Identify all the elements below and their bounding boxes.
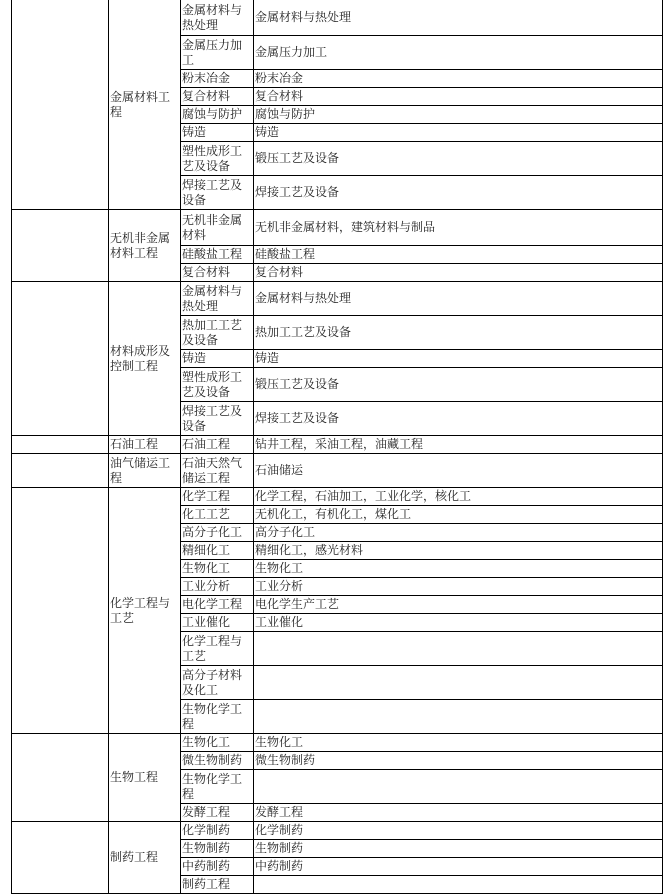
field-cell: 工业分析	[254, 578, 663, 596]
blank-cell	[12, 488, 109, 734]
major-cell: 焊接工艺及设备	[181, 176, 254, 210]
field-cell: 锻压工艺及设备	[254, 368, 663, 402]
major-cell: 化学制药	[181, 822, 254, 840]
major-cell: 热加工工艺及设备	[181, 316, 254, 350]
field-cell: 金属材料与热处理	[254, 282, 663, 316]
table-row	[12, 436, 663, 454]
field-cell	[254, 632, 663, 666]
major-catalog-table	[11, 0, 663, 894]
major-cell: 电化学工程	[181, 596, 254, 614]
field-cell: 复合材料	[254, 264, 663, 282]
field-cell: 化学工程，石油加工，工业化学，核化工	[254, 488, 663, 506]
major-cell: 化学工程与工艺	[181, 632, 254, 666]
discipline-cell: 材料成形及控制工程	[109, 282, 181, 436]
field-cell: 电化学生产工艺	[254, 596, 663, 614]
blank-cell	[12, 282, 109, 436]
table-row	[12, 454, 663, 488]
field-cell: 工业催化	[254, 614, 663, 632]
field-cell: 粉末冶金	[254, 70, 663, 88]
field-cell: 石油储运	[254, 454, 663, 488]
major-cell: 精细化工	[181, 542, 254, 560]
field-cell: 锻压工艺及设备	[254, 142, 663, 176]
major-cell: 粉末冶金	[181, 70, 254, 88]
major-cell: 石油天然气储运工程	[181, 454, 254, 488]
discipline-cell: 金属材料工程	[109, 0, 181, 210]
field-cell: 微生物制药	[254, 752, 663, 770]
field-cell: 化学制药	[254, 822, 663, 840]
major-cell: 无机非金属材料	[181, 210, 254, 246]
field-cell	[254, 876, 663, 894]
field-cell: 中药制药	[254, 858, 663, 876]
major-cell: 制药工程	[181, 876, 254, 894]
field-cell: 钻井工程，采油工程，油藏工程	[254, 436, 663, 454]
field-cell: 发酵工程	[254, 804, 663, 822]
table-row	[12, 210, 663, 246]
major-cell: 塑性成形工艺及设备	[181, 142, 254, 176]
discipline-cell: 无机非金属材料工程	[109, 210, 181, 282]
major-cell: 发酵工程	[181, 804, 254, 822]
major-cell: 复合材料	[181, 88, 254, 106]
blank-cell	[12, 210, 109, 282]
major-cell: 铸造	[181, 350, 254, 368]
major-cell: 化学工程	[181, 488, 254, 506]
field-cell	[254, 770, 663, 804]
major-cell: 塑性成形工艺及设备	[181, 368, 254, 402]
field-cell	[254, 700, 663, 734]
major-cell: 工业分析	[181, 578, 254, 596]
major-cell: 中药制药	[181, 858, 254, 876]
field-cell: 热加工工艺及设备	[254, 316, 663, 350]
major-cell: 焊接工艺及设备	[181, 402, 254, 436]
major-cell: 生物化学工程	[181, 700, 254, 734]
major-cell: 高分子材料及化工	[181, 666, 254, 700]
field-cell: 复合材料	[254, 88, 663, 106]
major-cell: 金属压力加工	[181, 36, 254, 70]
major-cell: 工业催化	[181, 614, 254, 632]
discipline-cell: 生物工程	[109, 734, 181, 822]
field-cell	[254, 666, 663, 700]
major-cell: 复合材料	[181, 264, 254, 282]
table-row	[12, 0, 663, 36]
table-row	[12, 734, 663, 752]
major-cell: 石油工程	[181, 436, 254, 454]
major-cell: 金属材料与热处理	[181, 0, 254, 36]
field-cell: 无机非金属材料，建筑材料与制品	[254, 210, 663, 246]
field-cell: 高分子化工	[254, 524, 663, 542]
field-cell: 金属材料与热处理	[254, 0, 663, 36]
major-cell: 生物化工	[181, 560, 254, 578]
field-cell: 硅酸盐工程	[254, 246, 663, 264]
blank-cell	[12, 436, 109, 454]
discipline-cell: 石油工程	[109, 436, 181, 454]
blank-cell	[12, 454, 109, 488]
major-cell: 微生物制药	[181, 752, 254, 770]
field-cell: 生物化工	[254, 734, 663, 752]
major-cell: 高分子化工	[181, 524, 254, 542]
discipline-cell: 制药工程	[109, 822, 181, 894]
field-cell: 铸造	[254, 124, 663, 142]
table-row	[12, 282, 663, 316]
major-cell: 生物制药	[181, 840, 254, 858]
discipline-cell: 油气储运工程	[109, 454, 181, 488]
field-cell: 生物化工	[254, 560, 663, 578]
field-cell: 焊接工艺及设备	[254, 176, 663, 210]
blank-cell	[12, 734, 109, 822]
discipline-cell: 化学工程与工艺	[109, 488, 181, 734]
major-cell: 金属材料与热处理	[181, 282, 254, 316]
field-cell: 铸造	[254, 350, 663, 368]
field-cell: 腐蚀与防护	[254, 106, 663, 124]
major-cell: 硅酸盐工程	[181, 246, 254, 264]
major-cell: 生物化学工程	[181, 770, 254, 804]
field-cell: 精细化工，感光材料	[254, 542, 663, 560]
field-cell: 生物制药	[254, 840, 663, 858]
major-cell: 腐蚀与防护	[181, 106, 254, 124]
field-cell: 无机化工，有机化工，煤化工	[254, 506, 663, 524]
major-cell: 铸造	[181, 124, 254, 142]
table-wrapper	[11, 0, 662, 894]
field-cell: 焊接工艺及设备	[254, 402, 663, 436]
blank-cell	[12, 0, 109, 210]
major-cell: 化工工艺	[181, 506, 254, 524]
table-row	[12, 488, 663, 506]
table-body	[12, 0, 663, 894]
table-row	[12, 822, 663, 840]
major-cell: 生物化工	[181, 734, 254, 752]
field-cell: 金属压力加工	[254, 36, 663, 70]
blank-cell	[12, 822, 109, 894]
